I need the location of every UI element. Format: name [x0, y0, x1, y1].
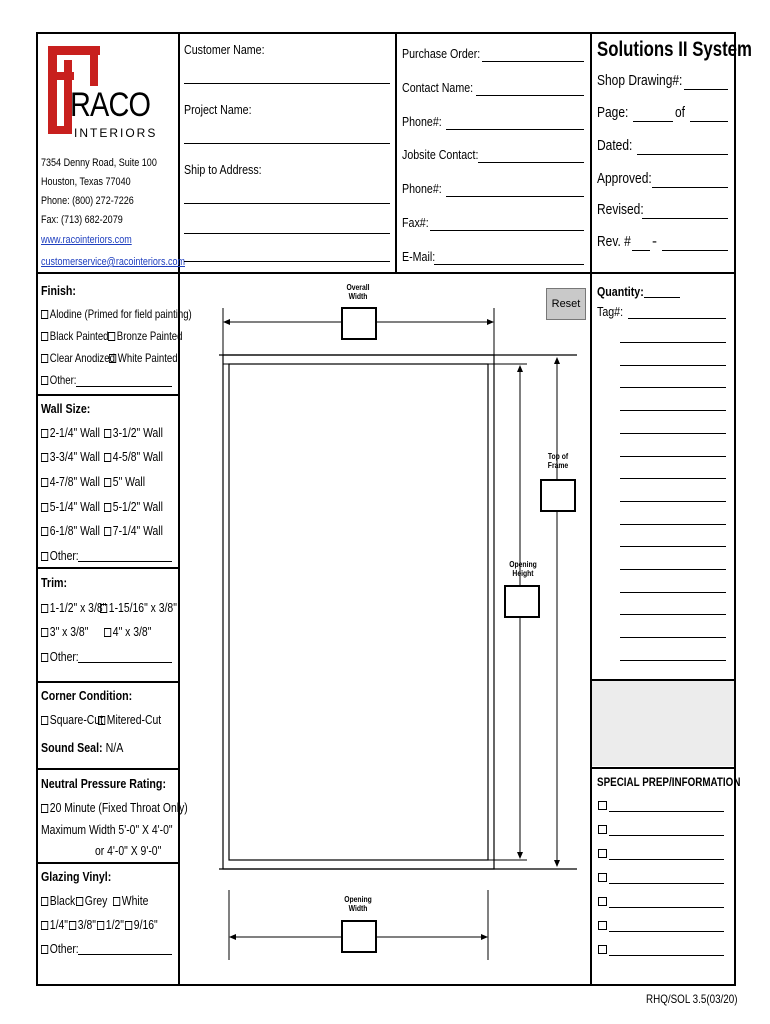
overall-width-input[interactable]: [341, 307, 377, 340]
tag-line-field[interactable]: [620, 512, 726, 525]
option-label: 2-1/4" Wall: [49, 425, 100, 440]
option-label: Other:: [49, 373, 77, 387]
rev-label: Rev. #: [597, 233, 631, 250]
option-label: Clear Anodized: [49, 351, 115, 365]
page-of-label: of: [675, 104, 686, 121]
tag-line-field[interactable]: [620, 489, 726, 502]
overall-width-label: Overall Width: [346, 283, 370, 301]
option-label: 4" x 3/8": [112, 624, 152, 639]
reset-button[interactable]: Reset: [546, 288, 586, 320]
contact-name-label: Contact Name:: [402, 80, 474, 95]
corner-header: Corner Condition:: [41, 688, 133, 703]
glazing-header: Glazing Vinyl:: [41, 869, 112, 884]
quantity-label: Quantity:: [597, 284, 644, 299]
option-label: 4-5/8" Wall: [112, 449, 163, 464]
option-label: Black: [49, 893, 76, 908]
tag-line-field[interactable]: [620, 625, 726, 638]
tag-line-field[interactable]: [620, 648, 726, 661]
pressure-max-line1: Maximum Width 5'-0" X 4'-0": [41, 822, 173, 837]
tag-line-field[interactable]: [620, 330, 726, 343]
opening-height-input[interactable]: [504, 585, 540, 618]
special-prep-field[interactable]: [609, 823, 724, 836]
trim-header: Trim:: [41, 575, 68, 590]
option-label: 3/8": [77, 917, 96, 932]
option-label: Black Painted: [49, 329, 109, 343]
special-prep-field[interactable]: [609, 847, 724, 860]
divider: [590, 767, 736, 769]
logo-text: RACO: [70, 86, 151, 124]
option-label: 3" x 3/8": [49, 624, 89, 639]
option-label: 1-15/16" x 3/8": [108, 600, 177, 615]
tag-line-field[interactable]: [620, 602, 726, 615]
tag-line-field[interactable]: [620, 534, 726, 547]
option-label: Other:: [49, 649, 79, 664]
option-label: Alodine (Primed for field painting): [49, 307, 192, 321]
special-prep-header: SPECIAL PREP/INFORMATION: [597, 775, 741, 789]
special-prep-field[interactable]: [609, 943, 724, 956]
option-label: 6-1/8" Wall: [49, 523, 100, 538]
special-prep-checkbox[interactable]: [598, 897, 607, 906]
purchase-order-label: Purchase Order:: [402, 46, 481, 61]
option-label: Other:: [49, 548, 79, 563]
pressure-header: Neutral Pressure Rating:: [41, 776, 166, 791]
divider: [590, 679, 736, 681]
special-prep-field[interactable]: [609, 919, 724, 932]
option-label: 7-1/4" Wall: [112, 523, 163, 538]
project-name-label: Project Name:: [184, 102, 252, 117]
option-label: Mitered-Cut: [106, 712, 162, 727]
sound-seal-value: N/A: [105, 740, 124, 755]
special-prep-checkbox[interactable]: [598, 873, 607, 882]
customer-name-label: Customer Name:: [184, 42, 265, 57]
opening-width-input[interactable]: [341, 920, 377, 953]
tag-line-field[interactable]: [620, 444, 726, 457]
email-label: E-Mail:: [402, 249, 436, 264]
rev-dash: -: [652, 233, 657, 250]
special-prep-field[interactable]: [609, 799, 724, 812]
option-label: 1/2": [105, 917, 124, 932]
special-prep-field[interactable]: [609, 895, 724, 908]
tag-line-field[interactable]: [620, 466, 726, 479]
option-label: 1-1/2" x 3/8": [49, 600, 107, 615]
option-label: 3-1/2" Wall: [112, 425, 163, 440]
option-label: 3-3/4" Wall: [49, 449, 100, 464]
company-email-link[interactable]: customerservice@racointeriors.com: [41, 256, 185, 268]
company-address1: 7354 Denny Road, Suite 100: [41, 157, 157, 169]
tag-line-field[interactable]: [620, 375, 726, 388]
phone2-label: Phone#:: [402, 181, 442, 196]
option-label: Grey: [84, 893, 108, 908]
option-label: White: [121, 893, 149, 908]
special-prep-checkbox[interactable]: [598, 849, 607, 858]
special-prep-checkbox[interactable]: [598, 921, 607, 930]
approved-label: Approved:: [597, 170, 652, 187]
system-title: Solutions II System: [597, 38, 752, 61]
shaded-area: [592, 680, 734, 766]
top-of-frame-input[interactable]: [540, 479, 576, 512]
tag-line-field[interactable]: [620, 353, 726, 366]
option-label: Bronze Painted: [116, 329, 183, 343]
fax-label: Fax#:: [402, 215, 429, 230]
quantity-field[interactable]: [644, 286, 680, 298]
phone1-label: Phone#:: [402, 114, 442, 129]
option-label: 4-7/8" Wall: [49, 474, 100, 489]
dated-label: Dated:: [597, 137, 633, 154]
revised-label: Revised:: [597, 201, 644, 218]
option-label: Square-Cut: [49, 712, 103, 727]
option-label: 5-1/2" Wall: [112, 499, 163, 514]
top-of-frame-label: Top of Frame: [547, 452, 569, 470]
special-prep-checkbox[interactable]: [598, 945, 607, 954]
option-label: 9/16": [133, 917, 158, 932]
tag-line-field[interactable]: [620, 421, 726, 434]
opening-width-label: Opening Width: [344, 895, 372, 913]
ship-to-label: Ship to Address:: [184, 162, 262, 177]
option-label: 1/4": [49, 917, 68, 932]
jobsite-contact-label: Jobsite Contact:: [402, 147, 479, 162]
option-label: 5-1/4" Wall: [49, 499, 100, 514]
company-website-link[interactable]: www.racointeriors.com: [41, 234, 132, 246]
company-address2: Houston, Texas 77040: [41, 176, 131, 188]
option-label: 5" Wall: [112, 474, 146, 489]
option-label: White Painted: [117, 351, 178, 365]
special-prep-field[interactable]: [609, 871, 724, 884]
tag-line-field[interactable]: [620, 398, 726, 411]
page-label: Page:: [597, 104, 629, 121]
company-phone: Phone: (800) 272-7226: [41, 195, 134, 207]
option-label: 20 Minute (Fixed Throat Only): [49, 800, 188, 815]
wall-size-header: Wall Size:: [41, 401, 91, 416]
form-code: RHQ/SOL 3.5(03/20): [646, 992, 738, 1006]
tag-line-field[interactable]: [620, 580, 726, 593]
opening-height-label: Opening Height: [509, 560, 537, 578]
shop-drawing-label: Shop Drawing#:: [597, 72, 683, 89]
tag-field[interactable]: [628, 306, 726, 319]
company-fax: Fax: (713) 682-2079: [41, 214, 123, 226]
finish-header: Finish:: [41, 283, 76, 298]
sound-seal-label: Sound Seal:: [41, 740, 103, 755]
logo-subtext: INTERIORS: [74, 126, 158, 140]
special-prep-checkbox[interactable]: [598, 801, 607, 810]
pressure-max-line2: or 4'-0" X 9'-0": [95, 843, 162, 858]
tag-line-field[interactable]: [620, 557, 726, 570]
option-label: Other:: [49, 941, 79, 956]
tag-label: Tag#:: [597, 304, 624, 319]
special-prep-checkbox[interactable]: [598, 825, 607, 834]
